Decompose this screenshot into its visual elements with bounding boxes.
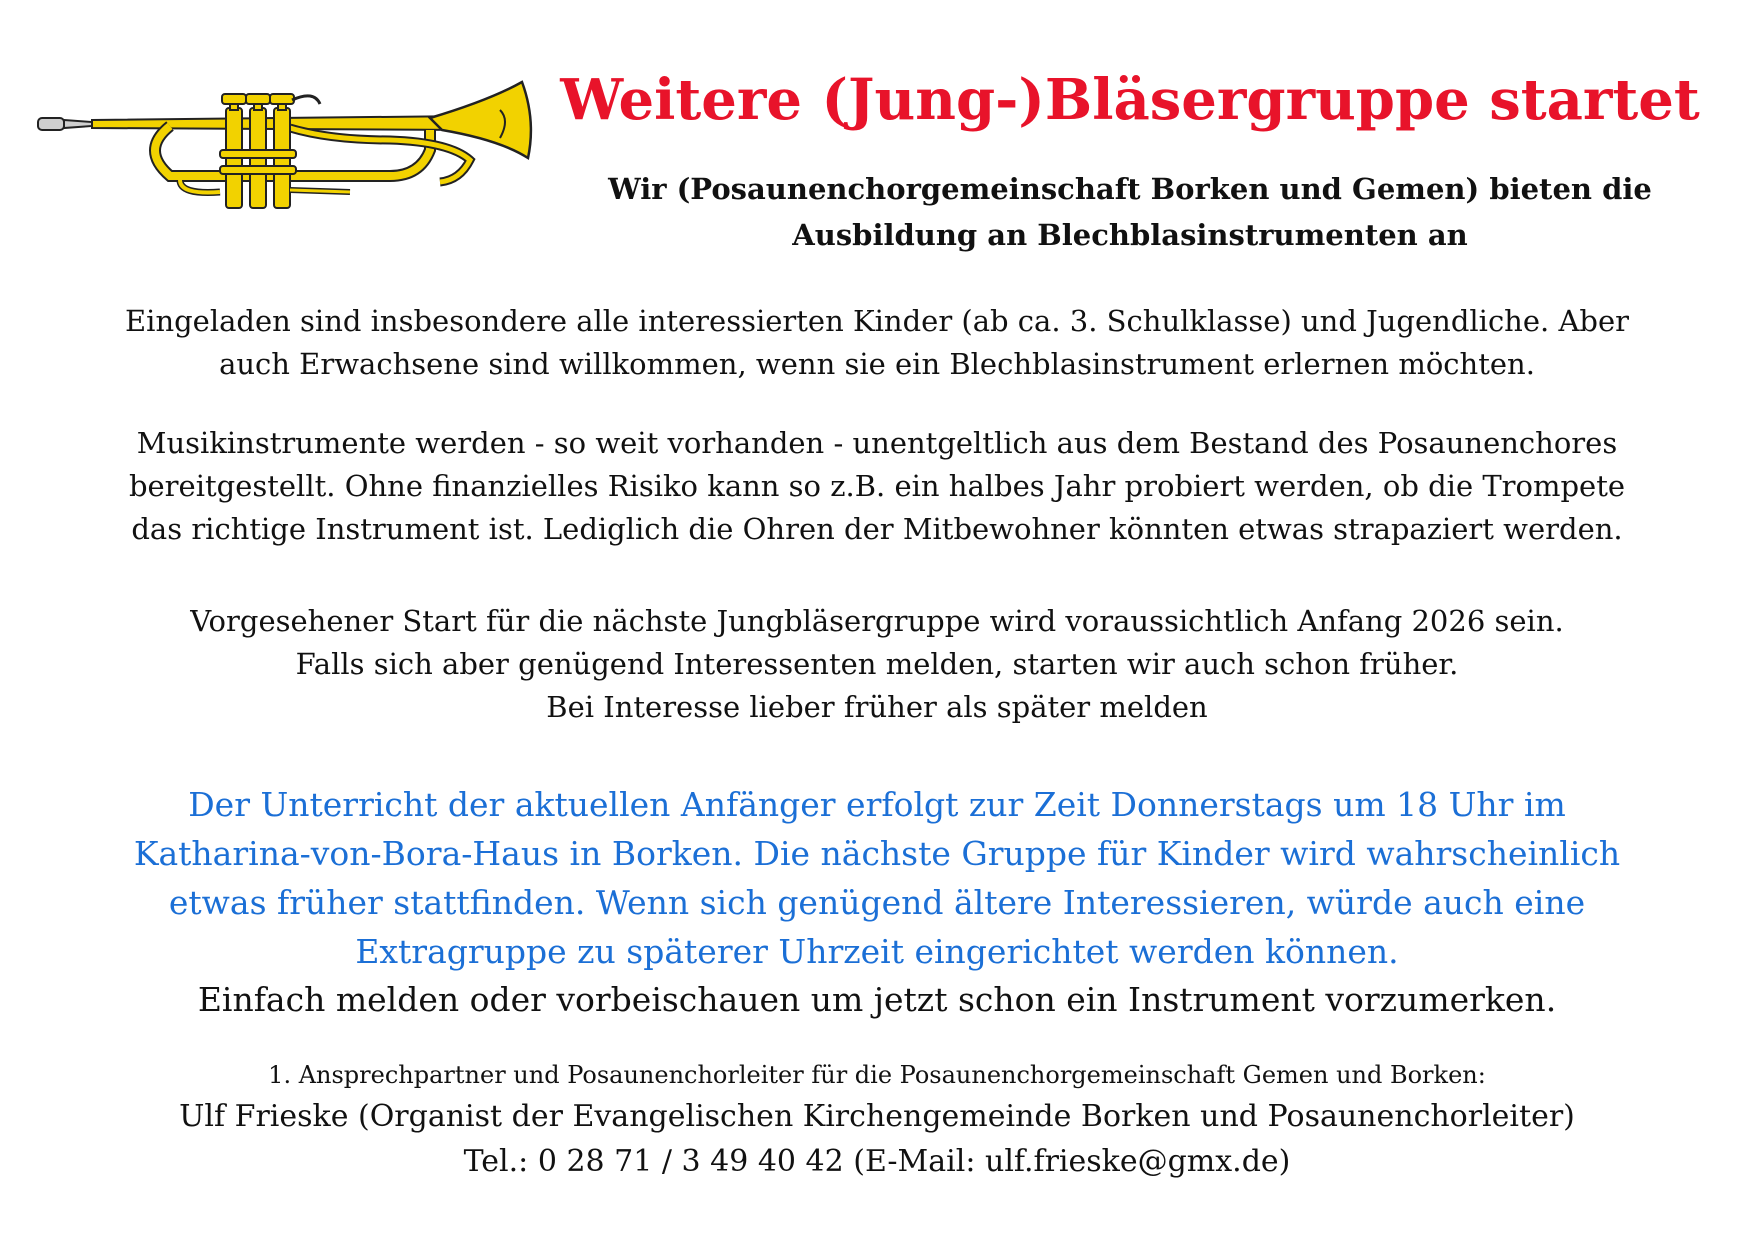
contact-role: 1. Ansprechpartner und Posaunenchorleiter für die Posaunenchorgemeinschaft Gemen und Borken: <box>268 1061 1486 1089</box>
subtitle-line: Ausbildung an Blechblasinstrumenten an <box>792 218 1468 252</box>
text-line: Einfach melden oder vorbeischauen um jetzt schon ein Instrument vorzumerken. <box>197 980 1557 1019</box>
text-line: das richtige Instrument ist. Lediglich die Ohren der Mitbewohner könnten etwas strapaziert werden. <box>131 512 1623 546</box>
text-line: Der Unterricht der aktuellen Anfänger erfolgt zur Zeit Donnerstags um 18 Uhr im <box>188 785 1566 824</box>
invitation-paragraph <box>50 300 1704 386</box>
contact-block <box>50 1056 1704 1184</box>
text-line: auch Erwachsene sind willkommen, wenn sie ein Blechblasinstrument erlernen möchten. <box>219 347 1535 381</box>
text-line: Extragruppe zu späterer Uhrzeit eingerichtet werden können. <box>355 932 1399 971</box>
lessons-paragraph <box>50 780 1704 976</box>
text-line: Eingeladen sind insbesondere alle interessierten Kinder (ab ca. 3. Schulklasse) und Jugendliche. Aber <box>125 304 1629 338</box>
instruments-paragraph <box>50 422 1704 551</box>
text-line: bereitgestellt. Ohne finanzielles Risiko kann so z.B. ein halbes Jahr probiert werden, ob die Trompete <box>128 469 1626 503</box>
text-line: etwas früher stattfinden. Wenn sich genügend ältere Interessieren, würde auch eine <box>168 883 1586 922</box>
text-line: Musikinstrumente werden - so weit vorhanden - unentgeltlich aus dem Bestand des Posaunenchores <box>136 426 1618 460</box>
contact-phone: Tel.: 0 28 71 / 3 49 40 42 (E-Mail: ulf.frieske@gmx.de) <box>463 1144 1291 1179</box>
text-line: Bei Interesse lieber früher als später melden <box>546 690 1208 724</box>
trumpet-icon <box>30 80 550 220</box>
text-line: Vorgesehener Start für die nächste Jungbläsergruppe wird voraussichtlich Anfang 2026 sein. <box>190 604 1564 638</box>
page-title: Weitere (Jung-)Bläsergruppe startet <box>560 67 1700 133</box>
text-line: Katharina-von-Bora-Haus in Borken. Die nächste Gruppe für Kinder wird wahrscheinlich <box>133 834 1621 873</box>
text-line: Falls sich aber genügend Interessenten melden, starten wir auch schon früher. <box>295 647 1459 681</box>
subtitle-line: Wir (Posaunenchorgemeinschaft Borken und Gemen) bieten die <box>608 172 1652 206</box>
subtitle <box>560 166 1700 258</box>
call-to-action <box>50 976 1704 1024</box>
start-paragraph <box>50 600 1704 729</box>
contact-name: Ulf Frieske (Organist der Evangelischen Kirchengemeinde Borken und Posaunenchorleiter) <box>179 1099 1575 1134</box>
